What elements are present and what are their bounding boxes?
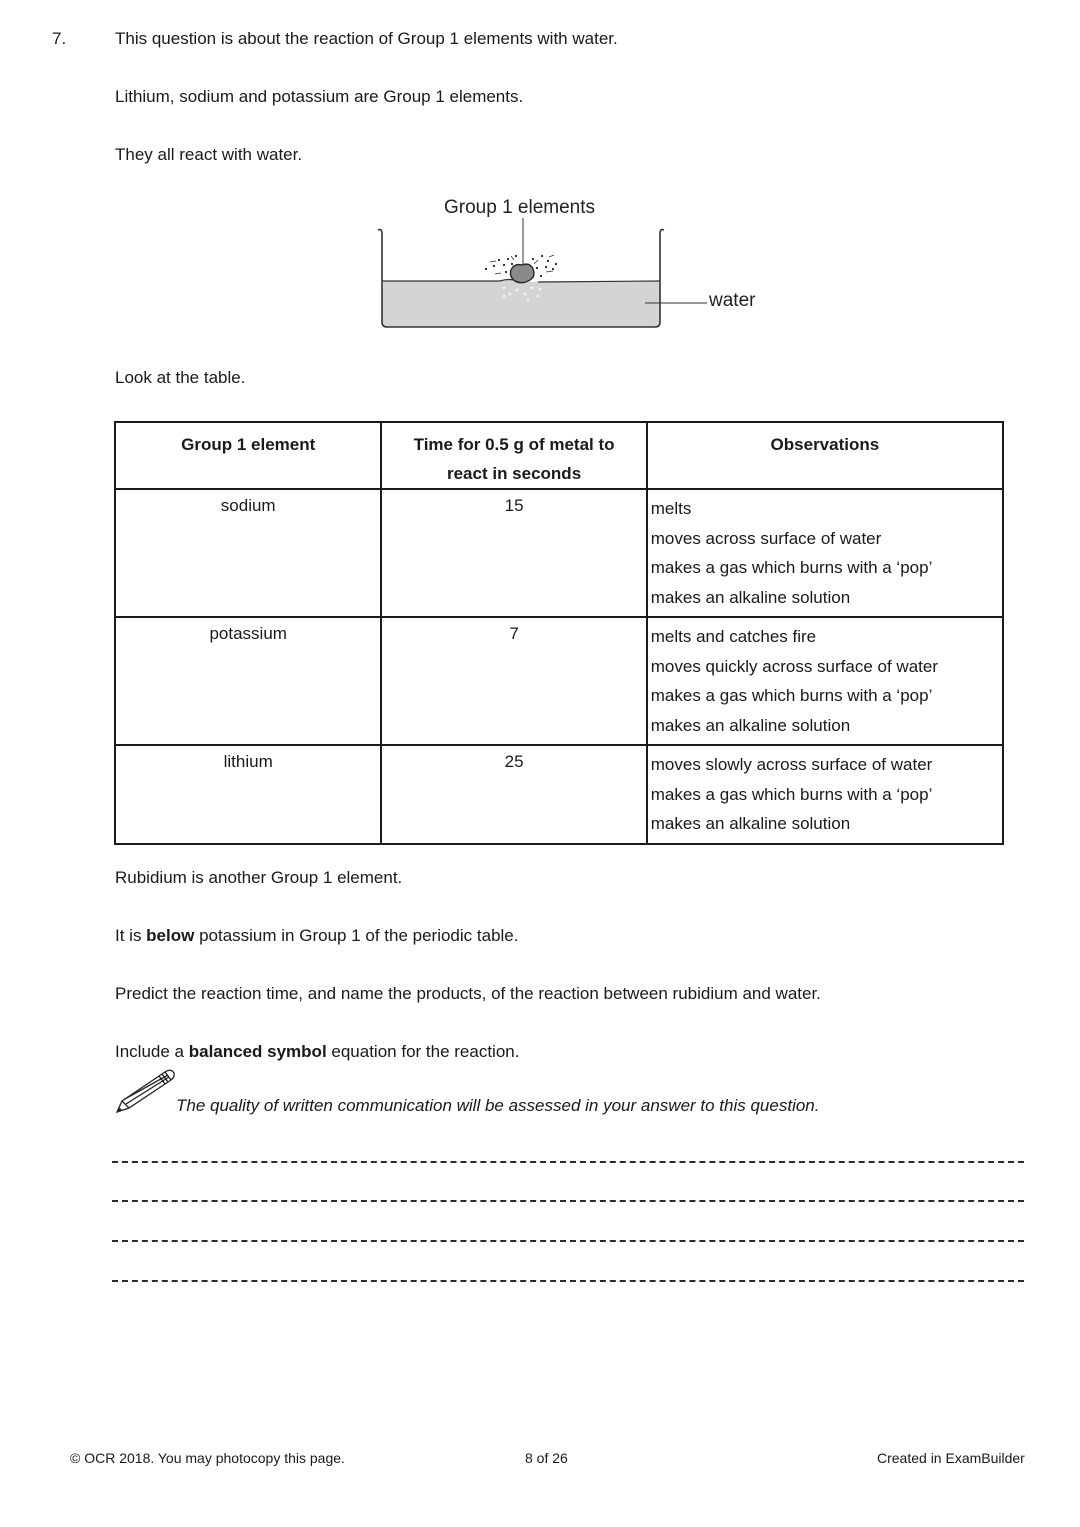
observation-item: moves quickly across surface of water <box>650 656 938 676</box>
answer-line[interactable] <box>112 1240 1024 1242</box>
answer-line[interactable] <box>112 1280 1024 1282</box>
observation-item: makes a gas which burns with a ‘pop’ <box>650 686 933 705</box>
diagram-label-elements: Group 1 elements <box>444 197 596 218</box>
observation-item: melts and catches fire <box>650 627 817 646</box>
observation-item: moves slowly across surface of water <box>650 755 933 774</box>
observation-item: makes an alkaline solution <box>650 814 851 833</box>
cell-time: 25 <box>381 745 646 844</box>
observation-item: makes a gas which burns with a ‘pop’ <box>650 558 933 577</box>
cell-element: potassium <box>115 617 381 745</box>
answer-line[interactable] <box>112 1200 1024 1202</box>
observation-item: makes an alkaline solution <box>650 587 851 607</box>
diagram-label-water: water <box>709 290 756 311</box>
cell-element: lithium <box>115 745 381 844</box>
emphasis-balanced-symbol: balanced symbol <box>188 1042 327 1061</box>
cell-observations <box>647 617 1003 745</box>
footer-copyright: © OCR 2018. You may photocopy this page. <box>70 1450 345 1466</box>
observation-item: makes an alkaline solution <box>650 715 851 735</box>
question-number: 7. <box>52 29 67 48</box>
observation-item: melts <box>650 499 692 518</box>
text-fragment: It is <box>115 926 147 945</box>
question-line-react: They all react with water. <box>115 145 303 164</box>
cell-time: 7 <box>381 617 646 745</box>
table-row <box>115 489 1003 617</box>
header-element: Group 1 element <box>115 422 381 489</box>
table-row <box>115 745 1003 844</box>
text-fragment: equation for the reaction. <box>326 1042 520 1061</box>
qwc-note: The quality of written communication will be assessed in your answer to this question. <box>176 1096 820 1115</box>
header-time <box>381 422 646 489</box>
cell-time: 15 <box>381 489 646 617</box>
page-number: 8 of 26 <box>525 1450 568 1466</box>
table-header-row <box>115 422 1003 489</box>
water-fill <box>382 280 660 328</box>
header-observations: Observations <box>647 422 1003 489</box>
observation-item: makes a gas which burns with a ‘pop’ <box>650 784 933 804</box>
footer-credit: Created in ExamBuilder <box>877 1450 1025 1466</box>
below-potassium-text <box>115 926 518 946</box>
equation-instruction <box>115 1042 519 1062</box>
metal-lump <box>511 264 535 283</box>
header-time-line: Time for 0.5 g of metal to <box>413 435 615 454</box>
question-intro: This question is about the reaction of Group 1 elements with water. <box>115 29 618 48</box>
group1-reactions-table <box>114 421 1004 845</box>
rubidium-text: Rubidium is another Group 1 element. <box>115 868 403 887</box>
cell-observations <box>647 745 1003 844</box>
cell-observations <box>647 489 1003 617</box>
answer-line[interactable] <box>112 1161 1024 1163</box>
look-at-table-text: Look at the table. <box>115 368 246 387</box>
pencil-icon <box>113 1066 177 1116</box>
text-fragment: potassium in Group 1 of the periodic table. <box>194 926 519 945</box>
text-fragment: Include a <box>115 1042 189 1061</box>
header-time-line: react in seconds <box>446 464 582 483</box>
cell-element: sodium <box>115 489 381 617</box>
emphasis-below: below <box>146 926 195 945</box>
predict-instruction: Predict the reaction time, and name the products, of the reaction between rubidium and water. <box>115 984 821 1003</box>
observation-item: moves across surface of water <box>650 528 882 548</box>
table-row <box>115 617 1003 745</box>
question-line-elements: Lithium, sodium and potassium are Group 1 elements. <box>115 87 524 106</box>
reaction-diagram <box>370 190 780 340</box>
